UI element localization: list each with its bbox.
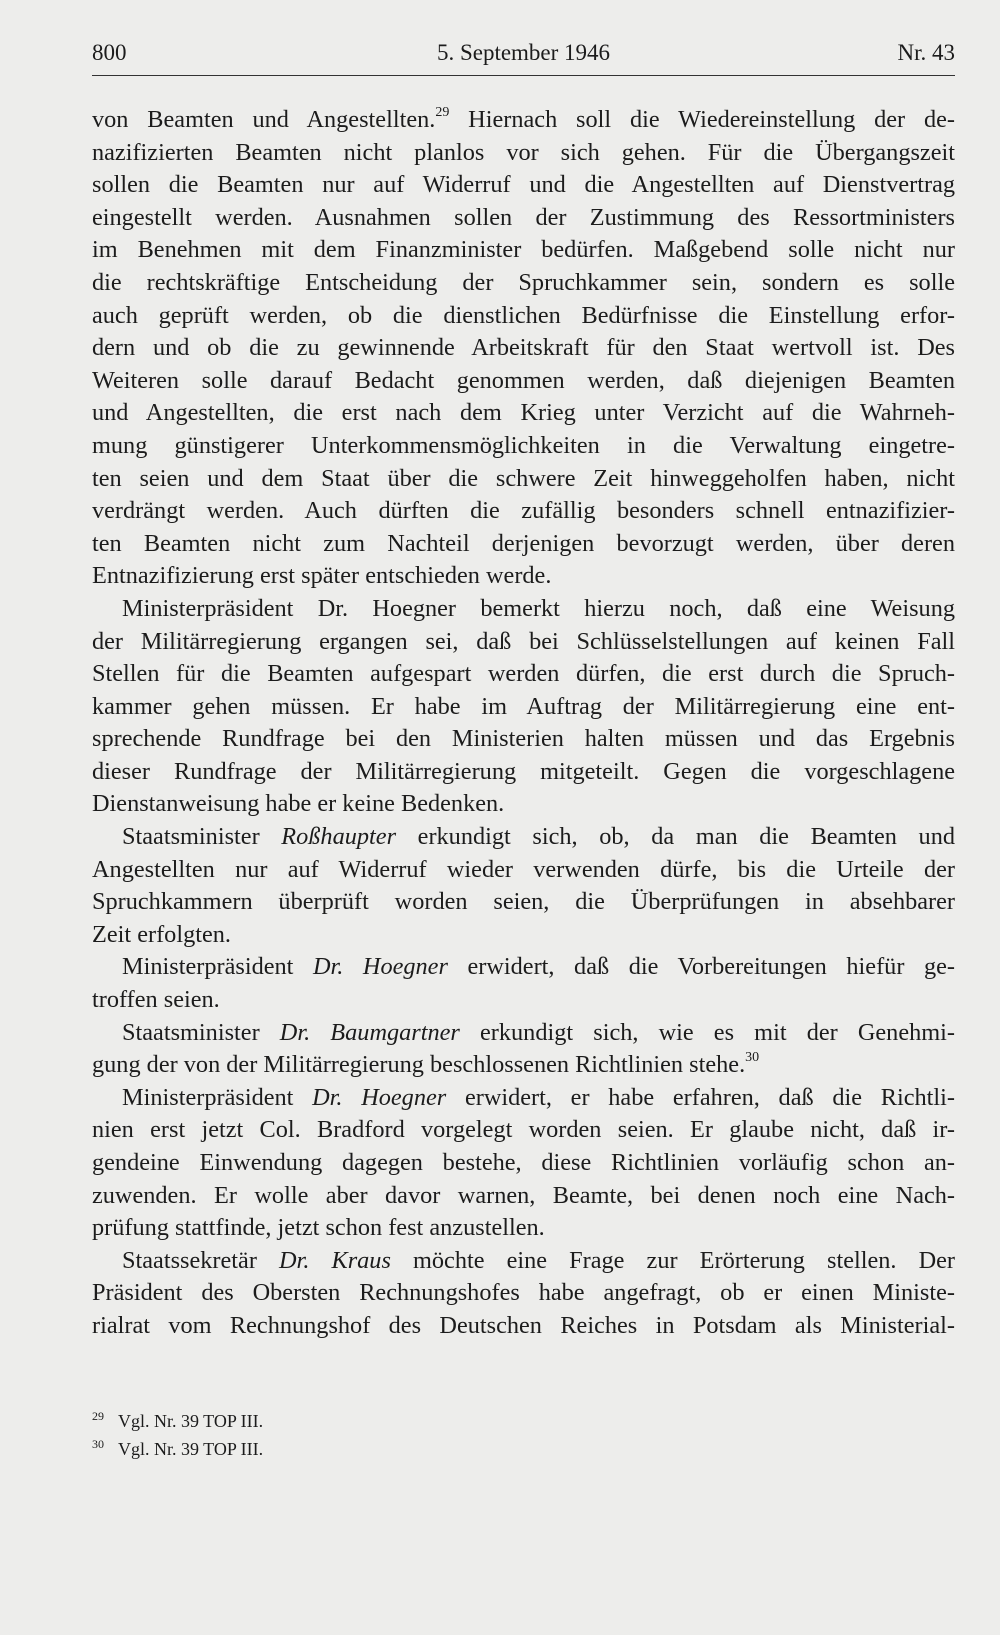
document-number: Nr. 43	[897, 40, 955, 65]
text-run: kammer gehen müssen. Er habe im Auftrag der Militärregierung eine ent-	[92, 692, 955, 720]
text-line	[92, 919, 955, 952]
footnote-reference: 29	[435, 105, 450, 120]
speaker-name: Roßhaupter	[281, 823, 397, 851]
text-line	[92, 1180, 955, 1213]
text-line	[92, 1277, 955, 1310]
text-line	[92, 723, 955, 756]
text-run: möchte eine Frage zur Erörterung stellen. Der	[390, 1246, 955, 1274]
text-line	[92, 788, 955, 821]
text-line	[92, 495, 955, 528]
text-line	[92, 691, 955, 724]
text-line	[92, 202, 955, 235]
text-run: verdrängt werden. Auch dürften die zufällig besonders schnell entnazifizier-	[92, 497, 955, 525]
text-line	[92, 365, 955, 398]
text-run: der Militärregierung ergangen sei, daß bei Schlüsselstellungen auf keinen Fall	[92, 627, 955, 655]
text-line	[92, 1017, 955, 1050]
text-line	[92, 1147, 955, 1180]
footnote: $^{30}$ Vgl. Nr. 39 TOP III.	[92, 1437, 264, 1459]
text-run: erwidert, er habe erfahren, daß die Richtli-	[446, 1083, 955, 1111]
text-run: Präsident des Obersten Rechnungshofes habe angefragt, ob er einen Ministe-	[92, 1279, 955, 1307]
text-line	[92, 528, 955, 561]
text-line	[92, 951, 955, 984]
text-run: gendeine Einwendung dagegen bestehe, diese Richtlinien vorläufig schon an-	[92, 1149, 955, 1176]
text-run: die rechtskräftige Entscheidung der Spruchkammer sein, sondern es solle	[92, 268, 955, 296]
header-rule	[92, 75, 955, 76]
text-run: dern und ob die zu gewinnende Arbeitskraft für den Staat wertvoll ist. Des	[92, 334, 955, 362]
header-date: 5. September 1946	[436, 40, 611, 65]
text-line	[92, 300, 955, 333]
text-run: gung der von der Militärregierung beschlossenen Richtlinien stehe.	[92, 1051, 746, 1079]
text-run: Zeit erfolgten.	[92, 920, 231, 948]
text-line	[92, 756, 955, 789]
text-line	[92, 397, 955, 430]
text-run: erkundigt sich, wie es mit der Genehmi-	[459, 1018, 955, 1046]
footnote: $^{29}$ Vgl. Nr. 39 TOP III.	[92, 1409, 264, 1431]
text-run: Weiteren solle darauf Bedacht genommen werden, daß diejenigen Beamten	[92, 366, 955, 394]
text-run: ten Beamten nicht zum Nachteil derjenigen bevorzugt werden, über deren	[92, 529, 955, 557]
text-run: Ministerpräsident Dr. Hoegner bemerkt hierzu noch, daß eine Weisung	[122, 594, 955, 622]
text-run: nazifizierten Beamten nicht planlos vor sich gehen. Für die Übergangszeit	[92, 138, 955, 166]
page-number: 800	[92, 40, 127, 65]
text-run: ten seien und dem Staat über die schwere Zeit hinweggeholfen haben, nicht	[92, 464, 955, 492]
text-run: und Angestellten, die erst nach dem Krieg unter Verzicht auf die Wahrneh-	[92, 399, 955, 427]
text-line	[92, 1310, 955, 1343]
text-run: Spruchkammern überprüft worden seien, die Überprüfungen in absehbarer	[92, 888, 955, 916]
text-run: Stellen für die Beamten aufgespart werden dürfen, die erst durch die Spruch-	[92, 660, 955, 688]
text-run: Ministerpräsident	[122, 1083, 313, 1111]
text-line	[92, 137, 955, 170]
text-run: eingestellt werden. Ausnahmen sollen der Zustimmung des Ressortministers	[92, 203, 955, 231]
text-run: Entnazifizierung erst später entschieden werde.	[92, 562, 552, 590]
text-run: zuwenden. Er wolle aber davor warnen, Beamte, bei denen noch eine Nach-	[92, 1181, 955, 1209]
speaker-name: Dr. Baumgartner	[279, 1018, 460, 1046]
text-line	[92, 267, 955, 300]
footnote-text: Vgl. Nr. 39 TOP III.	[118, 1439, 264, 1459]
footnote-reference: 30	[745, 1050, 760, 1066]
text-run: prüfung stattfinde, jetzt schon fest anzustellen.	[92, 1214, 545, 1242]
text-run: dieser Rundfrage der Militärregierung mitgeteilt. Gegen die vorgeschlagene	[92, 757, 955, 785]
text-line	[92, 821, 955, 854]
text-run: sprechende Rundfrage bei den Ministerien halten müssen und das Ergebnis	[92, 725, 955, 753]
footnotes	[92, 1407, 955, 1463]
text-line	[92, 1049, 955, 1082]
text-line	[92, 169, 955, 202]
footnote-text: Vgl. Nr. 39 TOP III.	[118, 1411, 264, 1431]
body-text	[92, 104, 955, 1343]
text-run: erkundigt sich, ob, da man die Beamten und	[396, 823, 955, 851]
text-run: Ministerpräsident	[122, 953, 313, 981]
text-line	[92, 984, 955, 1017]
text-line	[92, 560, 955, 593]
text-line	[92, 658, 955, 691]
text-run: im Benehmen mit dem Finanzminister bedürfen. Maßgebend solle nicht nur	[92, 236, 955, 264]
text-run: Staatsminister	[122, 1018, 280, 1046]
text-run: Dienstanweisung habe er keine Bedenken.	[92, 790, 505, 818]
speaker-name: Dr. Kraus	[279, 1246, 391, 1274]
text-line	[92, 104, 955, 137]
text-line	[92, 234, 955, 267]
text-run: Staatssekretär	[122, 1246, 280, 1274]
text-line	[92, 886, 955, 919]
text-run: auch geprüft werden, ob die dienstlichen Bedürfnisse die Einstellung erfor-	[92, 301, 955, 329]
text-run: troffen seien.	[92, 986, 220, 1014]
text-run: von Beamten und Angestellten.	[92, 106, 436, 133]
text-line	[92, 332, 955, 365]
text-line	[92, 430, 955, 463]
text-run: Hiernach soll die Wiedereinstellung der de-	[449, 106, 955, 133]
running-header	[92, 40, 955, 74]
text-run: mung günstigerer Unterkommensmöglichkeiten in die Verwaltung eingetre-	[92, 431, 955, 459]
speaker-name: Dr. Hoegner	[312, 1083, 447, 1111]
text-line	[92, 463, 955, 496]
text-line	[92, 1082, 955, 1115]
text-line	[92, 626, 955, 659]
text-run: erwidert, daß die Vorbereitungen hiefür ge-	[447, 953, 955, 981]
text-line	[92, 1245, 955, 1278]
speaker-name: Dr. Hoegner	[312, 953, 448, 981]
text-line	[92, 1114, 955, 1147]
text-line	[92, 1212, 955, 1245]
text-run: nien erst jetzt Col. Bradford vorgelegt worden seien. Er glaube nicht, daß ir-	[92, 1116, 955, 1144]
text-run: sollen die Beamten nur auf Widerruf und die Angestellten auf Dienstvertrag	[92, 171, 955, 199]
text-run: Staatsminister	[122, 823, 282, 851]
text-run: Angestellten nur auf Widerruf wieder verwenden dürfe, bis die Urteile der	[92, 855, 955, 883]
text-line	[92, 593, 955, 626]
text-line	[92, 854, 955, 887]
text-run: rialrat vom Rechnungshof des Deutschen Reiches in Potsdam als Ministerial-	[92, 1311, 955, 1339]
